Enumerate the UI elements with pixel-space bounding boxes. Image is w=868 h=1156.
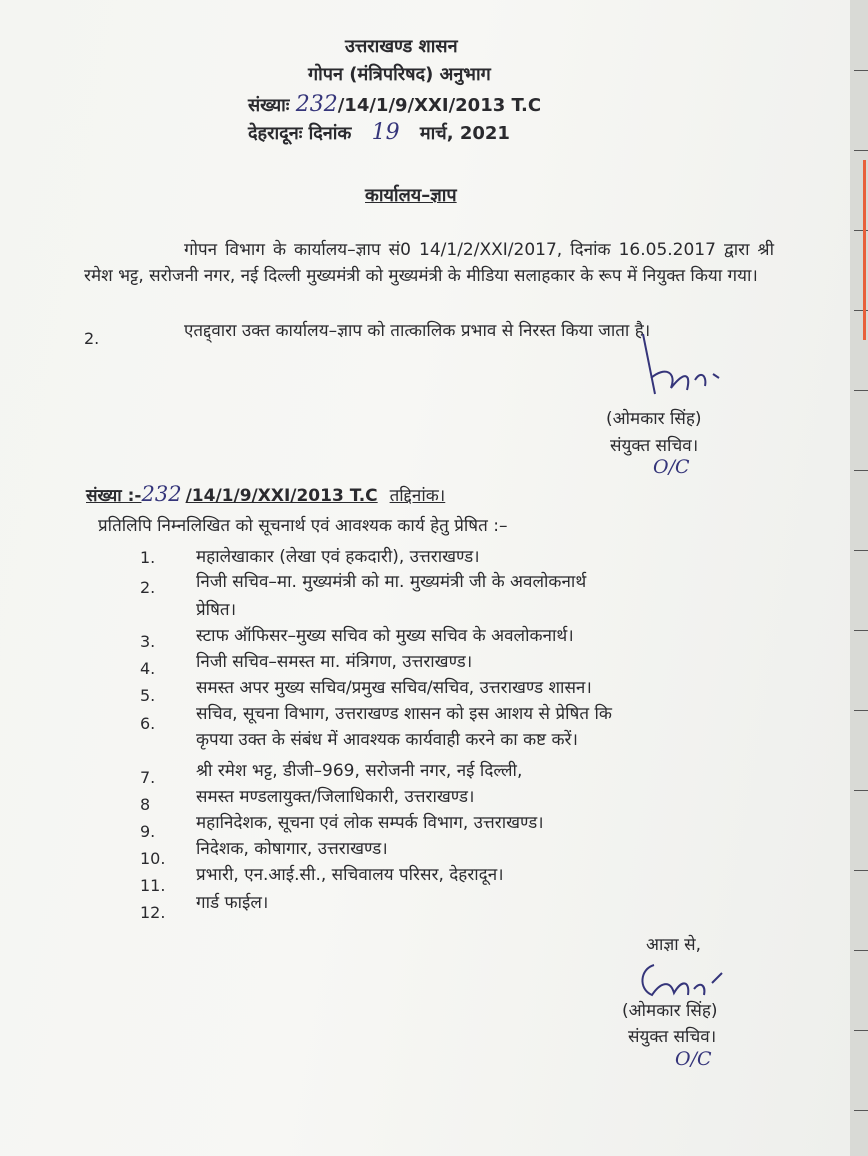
signatory-1-note: O/C [653,456,690,478]
list-item: गार्ड फाईल। [196,893,269,913]
list-item-number: 9. [140,822,156,841]
paragraph-2: एतद्द्वारा उक्त कार्यालय–ज्ञाप को तात्कालिक प्रभाव से निरस्त किया जाता है। [184,321,651,341]
list-item: निजी सचिव–मा. मुख्यमंत्री को मा. मुख्यमंत्री जी के अवलोकनार्थ [196,572,587,592]
signatory-1-name: (ओमकार सिंह) [606,409,702,429]
paragraph-2-number: 2. [84,329,100,348]
list-item: निजी सचिव–समस्त मा. मंत्रिगण, उत्तराखण्ड। [196,652,473,672]
list-item-number: 6. [140,714,156,733]
list-item: निदेशक, कोषागार, उत्तराखण्ड। [196,839,388,859]
copy-intro: प्रतिलिपि निम्नलिखित को सूचनार्थ एवं आवश्यक कार्य हेतु प्रेषित :– [98,516,508,536]
closing-text: आज्ञा से, [646,935,701,955]
list-item-number: 11. [140,876,166,895]
handwritten-date: 19 [371,120,400,145]
list-item: महानिदेशक, सूचना एवं लोक सम्पर्क विभाग, उत्तराखण्ड। [196,813,544,833]
header-govt: उत्तराखण्ड शासन [345,36,458,57]
list-item-number: 10. [140,849,166,868]
list-item: सचिव, सूचना विभाग, उत्तराखण्ड शासन को इस आशय से प्रेषित कि [196,704,612,724]
signatory-2-note: O/C [675,1048,712,1070]
list-item: समस्त मण्डलायुक्त/जिलाधिकारी, उत्तराखण्ड। [196,787,475,807]
handwritten-number: 232 [295,92,338,117]
header-number: संख्याः 232/14/1/9/XXI/2013 T.C [248,92,542,117]
list-item: समस्त अपर मुख्य सचिव/प्रमुख सचिव/सचिव, उत्तराखण्ड शासन। [196,678,592,698]
list-item: महालेखाकार (लेखा एवं हकदारी), उत्तराखण्ड। [196,547,480,567]
handwritten-copy-number: 232 [141,482,182,506]
paragraph-1: गोपन विभाग के कार्यालय–ज्ञाप सं0 14/1/2/XXI/2017, दिनांक 16.05.2017 द्वारा श्री रमेश भट्ट, सरोजनी नगर, नई दिल्ली मुख्यमंत्री को मुख्यमंत्री के मीडिया सलाहकार के रूप में नियुक्त किया गया। [84,240,774,286]
signatory-1-designation: संयुक्त सचिव। [610,436,699,456]
list-item-number: 2. [140,578,156,597]
list-item-number: 3. [140,632,156,651]
list-item-number: 4. [140,659,156,678]
signatory-2-name: (ओमकार सिंह) [622,1001,718,1021]
signature-1 [625,330,745,410]
list-item-number: 5. [140,686,156,705]
list-item-number: 1. [140,548,156,567]
header-date: देहरादूनः दिनांक 19 मार्च, 2021 [248,120,510,145]
list-item-number: 8 [140,795,151,814]
list-item: स्टाफ ऑफिसर–मुख्य सचिव को मुख्य सचिव के अवलोकनार्थ। [196,626,574,646]
copy-reference: संख्या :-232 /14/1/9/XXI/2013 T.C तद्दिनांक। [86,482,446,506]
list-item-number: 12. [140,903,166,922]
signatory-2-designation: संयुक्त सचिव। [628,1027,717,1047]
list-item-number: 7. [140,768,156,787]
list-item-continued: प्रेषित। [196,600,237,620]
list-item: श्री रमेश भट्ट, डीजी–969, सरोजनी नगर, नई दिल्ली, [196,761,523,781]
memo-title: कार्यालय–ज्ञाप [365,185,457,206]
list-item-continued: कृपया उक्त के संबंध में आवश्यक कार्यवाही करने का कष्ट करें। [196,730,578,750]
header-section: गोपन (मंत्रिपरिषद) अनुभाग [308,64,491,85]
page-edge [850,0,868,1156]
list-item: प्रभारी, एन.आई.सी., सचिवालय परिसर, देहरादून। [196,865,504,885]
